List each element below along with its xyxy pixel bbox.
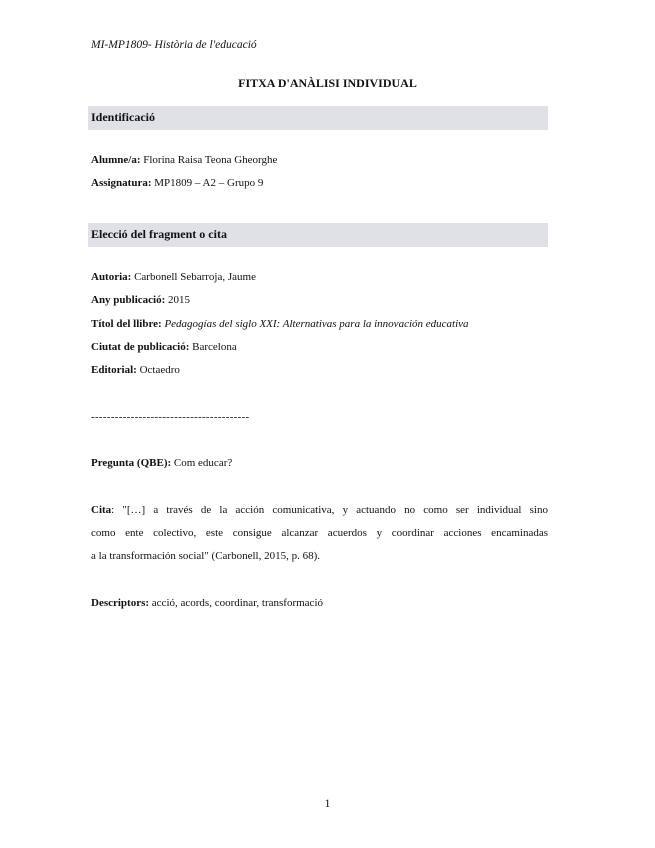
descriptors-row: [91, 597, 323, 609]
book-title-row: [91, 318, 469, 330]
publisher-label: Editorial:: [91, 364, 137, 376]
question-row: [91, 457, 232, 469]
publisher-value: Octaedro: [139, 364, 180, 376]
separator-line: ----------------------------------------: [91, 411, 250, 423]
quote-line-1: [91, 504, 548, 516]
book-title-label: Títol del llibre:: [91, 318, 162, 330]
student-row: [91, 154, 277, 166]
student-label: Alumne/a:: [91, 154, 141, 166]
descriptors-value: acció, acords, coordinar, transformació: [151, 597, 324, 609]
author-label: Autoria:: [91, 271, 132, 283]
year-value: 2015: [168, 294, 191, 306]
subject-row: [91, 177, 263, 189]
page-number: 1: [324, 796, 331, 810]
subject-value: MP1809 – A2 – Grupo 9: [154, 177, 264, 189]
quote-label: Cita: [91, 504, 112, 516]
city-row: [91, 341, 237, 353]
question-value: Com educar?: [173, 457, 233, 469]
section-band-eleccio: [88, 223, 548, 247]
question-label: Pregunta (QBE):: [91, 457, 172, 469]
author-value: Carbonell Sebarroja, Jaume: [134, 271, 256, 283]
book-title-value: Pedagogías del siglo XXI: Alternativas para la innovación educativa: [164, 318, 469, 330]
author-row: [91, 271, 256, 283]
quote-line-3: a la transformación social" (Carbonell, 2015, p. 68).: [91, 550, 321, 562]
year-label: Any publicació:: [91, 294, 166, 306]
quote-line-2: como ente colectivo, este consigue alcanzar acuerdos y coordinar acciones encaminadas: [91, 527, 548, 539]
document-title: FITXA D'ANÀLISI INDIVIDUAL: [238, 76, 417, 90]
city-label: Ciutat de publicació:: [91, 341, 190, 353]
section-heading-eleccio: Elecció del fragment o cita: [91, 227, 227, 241]
quote-text-1: : "[…] a través de la acción comunicativa, y actuando no como ser individual sino: [111, 504, 548, 516]
city-value: Barcelona: [192, 341, 237, 353]
running-header: MI-MP1809- Història de l'educació: [91, 39, 257, 51]
year-row: [91, 294, 190, 306]
section-heading-identificacio: Identificació: [91, 110, 155, 124]
subject-label: Assignatura:: [91, 177, 152, 189]
section-band-identificacio: [88, 106, 548, 130]
descriptors-label: Descriptors:: [91, 597, 150, 609]
publisher-row: [91, 364, 180, 376]
student-value: Florina Raisa Teona Gheorghe: [143, 154, 278, 166]
